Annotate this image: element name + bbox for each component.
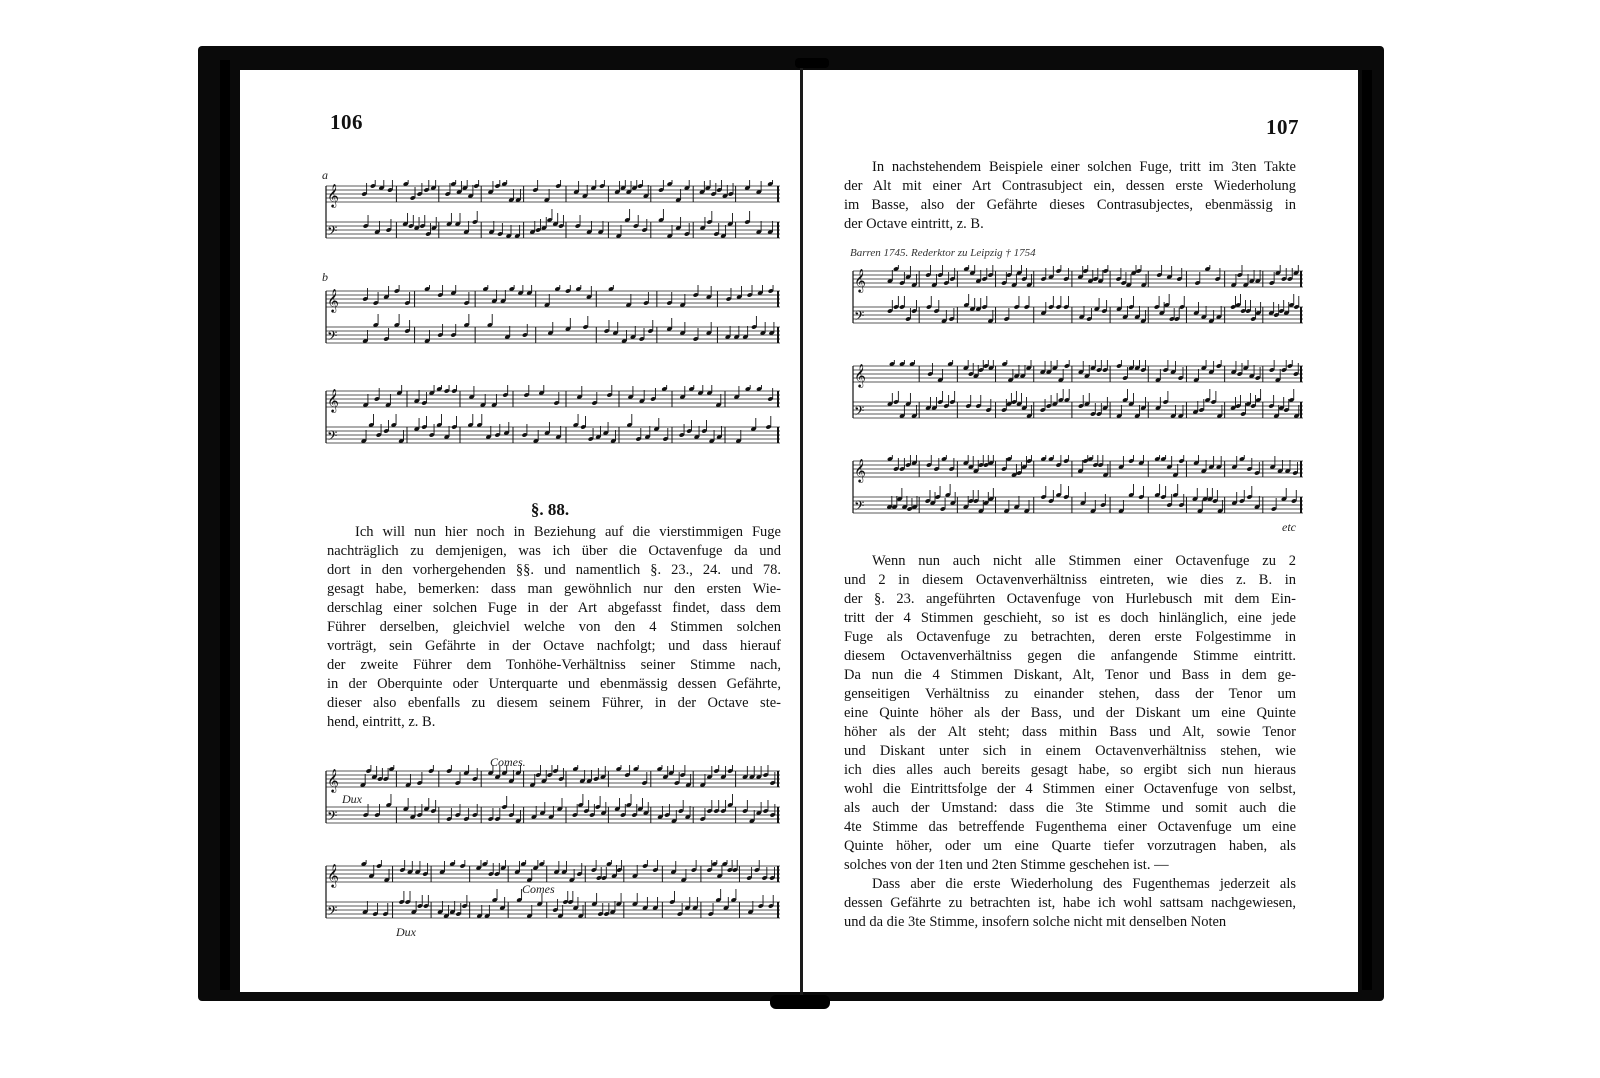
treble-clef-icon: 𝄞 xyxy=(327,768,339,792)
score-svg xyxy=(318,385,782,457)
text-line: ich dies alles auch bereits gesagt habe, so ergibt sich nun hieraus xyxy=(844,762,1296,778)
left-paragraph xyxy=(327,523,781,732)
left-edge xyxy=(220,60,230,990)
score-svg xyxy=(318,180,782,252)
bass-clef-icon: 𝄢 xyxy=(854,498,865,517)
bass-clef-icon: 𝄢 xyxy=(854,403,865,422)
right-main-paragraph xyxy=(844,552,1296,932)
music-system-b xyxy=(318,285,782,357)
score-svg xyxy=(318,765,782,837)
score-svg xyxy=(318,285,782,357)
text-line: dieser also ebenfalls zu diesem seinem Führer, in der Octave ste- xyxy=(327,695,781,711)
text-line: diesem Octavenverhältniss gegen die anfangende Stimme eintritt. xyxy=(844,648,1296,664)
music-label-comes-1: Comes. xyxy=(490,755,526,769)
text-line: solches von der 1ten und 2ten Stimme geschehen ist. — xyxy=(844,857,1169,873)
treble-clef-icon: 𝄞 xyxy=(327,183,339,207)
text-line: Führer derselben, gleichviel welche von den 4 Stimmen solchen xyxy=(327,619,781,635)
text-line: dort in den vorhergehenden §§. und namentlich §. 23., 24. und 78. xyxy=(327,562,781,578)
music-label-a: a xyxy=(322,168,328,182)
music-system-c xyxy=(318,385,782,457)
gutter xyxy=(800,60,803,995)
text-line: als auch der Umstand: dass die 3te Stimme und somit auch die xyxy=(844,800,1296,816)
text-line: Ich will nun hier noch in Beziehung auf die vierstimmigen Fuge xyxy=(355,524,781,540)
top-smear xyxy=(795,58,829,68)
page-number-left: 106 xyxy=(330,110,363,134)
treble-clef-icon: 𝄞 xyxy=(854,363,866,387)
music-system-a xyxy=(318,180,782,252)
text-line: in der Oberquinte oder Unterquarte und ebenmässig dessen Gefährte, xyxy=(327,676,781,692)
text-line: der §. 23. angeführten Octavenfuge von Hurlebusch mit dem Ein- xyxy=(844,591,1296,607)
music-label-comes-2: Comes xyxy=(522,882,555,896)
music-label-dux-2: Dux xyxy=(396,925,416,939)
text-line: genseitigen Verhältniss zu einander stehen, dass der Tenor um xyxy=(844,686,1296,702)
bass-clef-icon: 𝄢 xyxy=(854,308,865,327)
music-system-g xyxy=(845,360,1305,432)
composer-caption: Barren 1745. Rederktor zu Leipzig † 1754 xyxy=(850,247,1036,259)
treble-clef-icon: 𝄞 xyxy=(327,863,339,887)
text-line: 4te Stimme das betreffende Fugenthema einer Octavenfuge um eine xyxy=(844,819,1296,835)
treble-clef-icon: 𝄞 xyxy=(327,388,339,412)
text-line: der zweite Führer dem Tonhöhe-Verhältniss seiner Stimme nach, xyxy=(327,657,781,673)
text-line: In nachstehendem Beispiele einer solchen Fuge, tritt im 3ten Takte xyxy=(872,159,1296,175)
text-line: der Octave eintritt, z. B. xyxy=(844,216,984,232)
text-line: im Basse, also der Gefährte dieses Contrasubjectes, ebenmässig in xyxy=(844,197,1296,213)
treble-clef-icon: 𝄞 xyxy=(854,268,866,292)
score-svg xyxy=(845,360,1305,432)
right-intro-paragraph xyxy=(844,158,1296,234)
music-system-h xyxy=(845,455,1305,527)
section-heading: §. 88. xyxy=(530,500,570,519)
text-line: und 2 in diesem Octavenverhältniss eintreten, wie dies z. B. in xyxy=(844,572,1296,588)
treble-clef-icon: 𝄞 xyxy=(327,288,339,312)
score-svg xyxy=(845,265,1305,337)
bass-clef-icon: 𝄢 xyxy=(327,223,338,242)
text-line: hend, eintritt, z. B. xyxy=(327,714,436,730)
text-line: Wenn nun auch nicht alle Stimmen einer Octavenfuge zu 2 xyxy=(872,553,1296,569)
text-line: wohl die Eintrittsfolge der 4 Stimmen einer Octavenfuge von selbst, xyxy=(844,781,1296,797)
score-svg xyxy=(845,455,1305,527)
binding-smear xyxy=(770,995,830,1009)
right-edge xyxy=(1362,70,1372,990)
music-label-dux-1: Dux xyxy=(342,792,362,806)
bass-clef-icon: 𝄢 xyxy=(327,808,338,827)
text-line: Quinte höher, oder um eine Quarte tiefer vorzutragen haben, als xyxy=(844,838,1296,854)
text-line: gesagt habe, bemerken: dass man gewöhnlich nur den ersten Wie- xyxy=(327,581,781,597)
text-line: Dass aber die erste Wiederholung des Fugenthemas jederzeit als xyxy=(872,876,1296,892)
music-system-d xyxy=(318,765,782,837)
text-line: Fuge als Octavenfuge zu betrachten, deren erste Folgestimme in xyxy=(844,629,1296,645)
text-line: dessen Gefährte zu betrachten ist, habe ich wohl sattsam nachgewiesen, xyxy=(844,895,1296,911)
text-line: tritt der 4 Stimmen geschieht, so ist es doch hinlänglich, eine jede xyxy=(844,610,1296,626)
text-line: vorträgt, sein Gefährte in der Octave nachfolgt; und dass hierauf xyxy=(327,638,781,654)
music-label-b: b xyxy=(322,270,328,284)
text-line: höher als der Alt steht; dass mithin Bass und Alt, sowie Tenor xyxy=(844,724,1296,740)
music-system-f xyxy=(845,265,1305,337)
text-line: nachträglich zu demjenigen, was ich über die Octavenfuge da und xyxy=(327,543,781,559)
bass-clef-icon: 𝄢 xyxy=(327,903,338,922)
music-label-etc: etc xyxy=(1282,520,1296,534)
treble-clef-icon: 𝄞 xyxy=(854,458,866,482)
text-line: derschlag einer solchen Fuge in der Art abgefasst findet, dass dem xyxy=(327,600,781,616)
text-line: eine Quinte höher als der Bass, und der Diskant um eine Quinte xyxy=(844,705,1296,721)
text-line: und da die 3te Stimme, insofern solche nicht mit denselben Noten xyxy=(844,914,1227,930)
page-number-right: 107 xyxy=(1266,115,1299,139)
bass-clef-icon: 𝄢 xyxy=(327,428,338,447)
text-line: der Alt mit einer Art Contrasubject ein, dessen erste Wiederholung xyxy=(844,178,1296,194)
text-line: Da nun die 4 Stimmen Diskant, Alt, Tenor und Bass in dem ge- xyxy=(844,667,1296,683)
text-line: und Diskant unter sich in einem Octavenverhältniss stehen, wie xyxy=(844,743,1296,759)
bass-clef-icon: 𝄢 xyxy=(327,328,338,347)
